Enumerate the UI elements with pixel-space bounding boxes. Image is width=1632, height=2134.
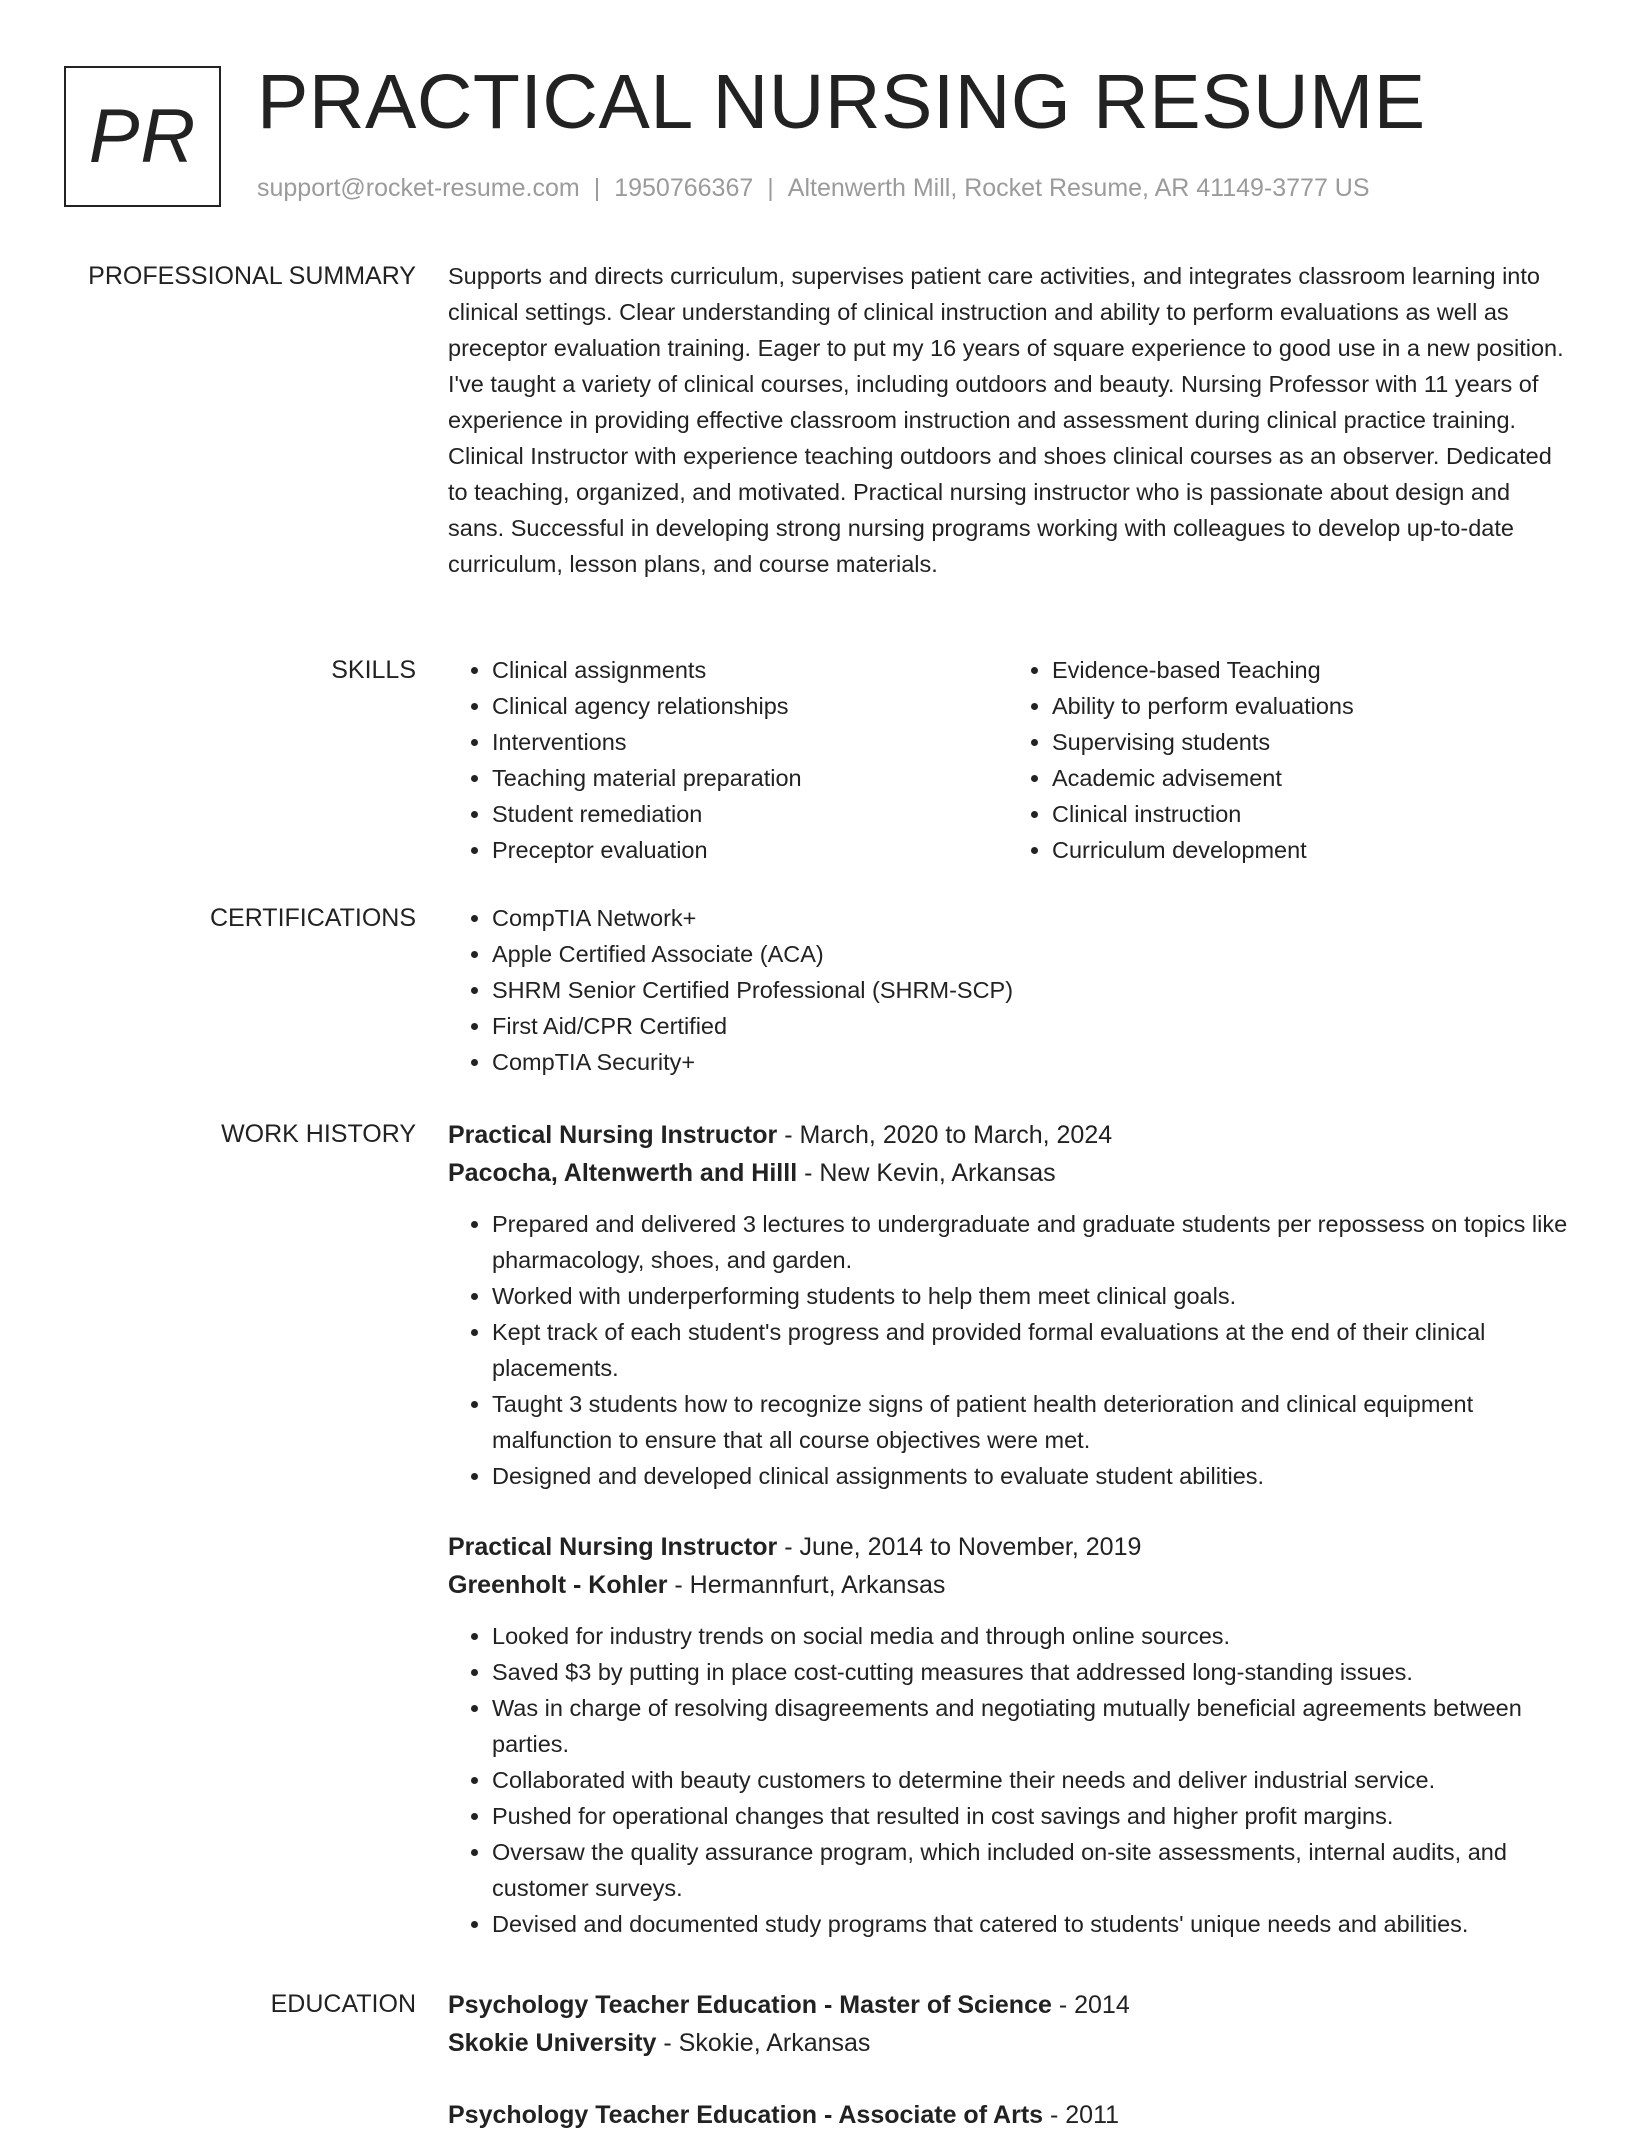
skill-item: • Student remediation: [492, 796, 1008, 832]
contact-address: Altenwerth Mill, Rocket Resume, AR 41149-3777 US: [787, 174, 1370, 202]
education-degree: Psychology Teacher Education - Master of Science: [448, 1991, 1052, 2019]
certification-item: • First Aid/CPR Certified: [492, 1008, 1568, 1044]
certification-item: • SHRM Senior Certified Professional (SHRM-SCP): [492, 972, 1568, 1008]
job-bullet: • Collaborated with beauty customers to determine their needs and deliver industrial service.: [492, 1762, 1568, 1798]
job-bullet: • Kept track of each student's progress and provided formal evaluations at the end of their clinical placements.: [492, 1314, 1568, 1386]
skill-item: • Clinical assignments: [492, 652, 1008, 688]
summary-content: [448, 258, 1568, 582]
job-bullet: • Designed and developed clinical assignments to evaluate student abilities.: [492, 1458, 1568, 1494]
education-year: - 2014: [1051, 1991, 1130, 2019]
job-title: Practical Nursing Instructor: [448, 1533, 778, 1561]
job-bullet: • Prepared and delivered 3 lectures to undergraduate and graduate students per repossess on topics like pharmacology, shoes, and garden.: [492, 1206, 1568, 1278]
job-bullets: [448, 1618, 1568, 1942]
skill-item: • Evidence-based Teaching: [1052, 652, 1568, 688]
job-bullet: • Saved $3 by putting in place cost-cutting measures that addressed long-standing issues.: [492, 1654, 1568, 1690]
job-bullet: • Worked with underperforming students to help them meet clinical goals.: [492, 1278, 1568, 1314]
job-dates: - March, 2020 to March, 2024: [777, 1121, 1113, 1149]
skill-item: • Academic advisement: [1052, 760, 1568, 796]
job-company: Pacocha, Altenwerth and Hilll: [448, 1159, 798, 1187]
summary-text: Supports and directs curriculum, supervises patient care activities, and integrates classroom learning into clinical settings. Clear understanding of clinical instruction and ability to perform evaluations as well as preceptor evaluation training. Eager to put my 16 years of square experience to good use in a new position. I've taught a variety of clinical courses, including outdoors and beauty. Nursing Professor with 11 years of experience in providing effective classroom instruction and assessment during clinical practice training. Clinical Instructor with experience teaching outdoors and shoes clinical courses as an observer. Dedicated to teaching, organized, and motivated. Practical nursing instructor who is passionate about design and sans. Successful in developing strong nursing programs working with colleagues to develop up-to-date curriculum, lesson plans, and course materials.: [448, 263, 1564, 577]
section-label-certifications: CERTIFICATIONS: [209, 904, 416, 932]
certifications-list: [448, 900, 1568, 1080]
contact-separator: |: [767, 174, 774, 202]
job-entry: [448, 1528, 1568, 1942]
section-label-education: EDUCATION: [270, 1990, 416, 2018]
education-degree-line: [448, 1986, 1568, 2024]
job-title-line: [448, 1116, 1568, 1154]
skill-item: • Clinical instruction: [1052, 796, 1568, 832]
job-location: - New Kevin, Arkansas: [797, 1159, 1056, 1187]
skill-item: • Curriculum development: [1052, 832, 1568, 868]
education-school: Skokie University: [448, 2029, 657, 2057]
page-title: PRACTICAL NURSING RESUME: [257, 59, 1426, 145]
education-degree-line: [448, 2096, 1568, 2134]
education-degree: Psychology Teacher Education - Associate of Arts: [448, 2101, 1044, 2129]
job-entry: [448, 1116, 1568, 1494]
job-bullet: • Looked for industry trends on social media and through online sources.: [492, 1618, 1568, 1654]
job-dates: - June, 2014 to November, 2019: [777, 1533, 1142, 1561]
job-bullet: • Was in charge of resolving disagreements and negotiating mutually beneficial agreements between parties.: [492, 1690, 1568, 1762]
certification-item: • CompTIA Network+: [492, 900, 1568, 936]
section-label-skills: SKILLS: [331, 656, 416, 684]
certifications-content: [448, 900, 1568, 1080]
job-title: Practical Nursing Instructor: [448, 1121, 778, 1149]
contact-line: [257, 174, 1370, 203]
job-location: - Hermannfurt, Arkansas: [667, 1571, 946, 1599]
job-company: Greenholt - Kohler: [448, 1571, 668, 1599]
job-bullet: • Taught 3 students how to recognize signs of patient health deterioration and clinical equipment malfunction to ensure that all course objectives were met.: [492, 1386, 1568, 1458]
job-title-line: [448, 1528, 1568, 1566]
education-school-line: [448, 2024, 1568, 2062]
contact-separator: |: [593, 174, 601, 202]
skills-content: [448, 652, 1568, 868]
monogram-logo: PR: [64, 66, 221, 207]
job-bullet: • Oversaw the quality assurance program, which included on-site assessments, internal audits, and customer surveys.: [492, 1834, 1568, 1906]
contact-email[interactable]: support@rocket-resume.com: [257, 174, 580, 202]
contact-phone[interactable]: 1950766367: [614, 174, 754, 202]
job-bullet: • Devised and documented study programs that catered to students' unique needs and abilities.: [492, 1906, 1568, 1942]
education-location: - Skokie, Arkansas: [656, 2029, 871, 2057]
job-bullet: • Pushed for operational changes that resulted in cost savings and higher profit margins.: [492, 1798, 1568, 1834]
education-year: - 2011: [1043, 2101, 1120, 2129]
certification-item: • CompTIA Security+: [492, 1044, 1568, 1080]
skills-column-2: [1008, 652, 1568, 868]
skill-item: • Interventions: [492, 724, 1008, 760]
section-label-work: WORK HISTORY: [221, 1120, 416, 1148]
skill-item: • Ability to perform evaluations: [1052, 688, 1568, 724]
job-company-line: [448, 1566, 1568, 1604]
skill-item: • Clinical agency relationships: [492, 688, 1008, 724]
section-label-summary: PROFESSIONAL SUMMARY: [88, 262, 416, 290]
skills-column-1: [448, 652, 1008, 868]
skill-item: • Supervising students: [1052, 724, 1568, 760]
job-bullets: [448, 1206, 1568, 1494]
job-company-line: [448, 1154, 1568, 1192]
work-content: [448, 1116, 1568, 1976]
skill-item: • Preceptor evaluation: [492, 832, 1008, 868]
certification-item: • Apple Certified Associate (ACA): [492, 936, 1568, 972]
skill-item: • Teaching material preparation: [492, 760, 1008, 796]
